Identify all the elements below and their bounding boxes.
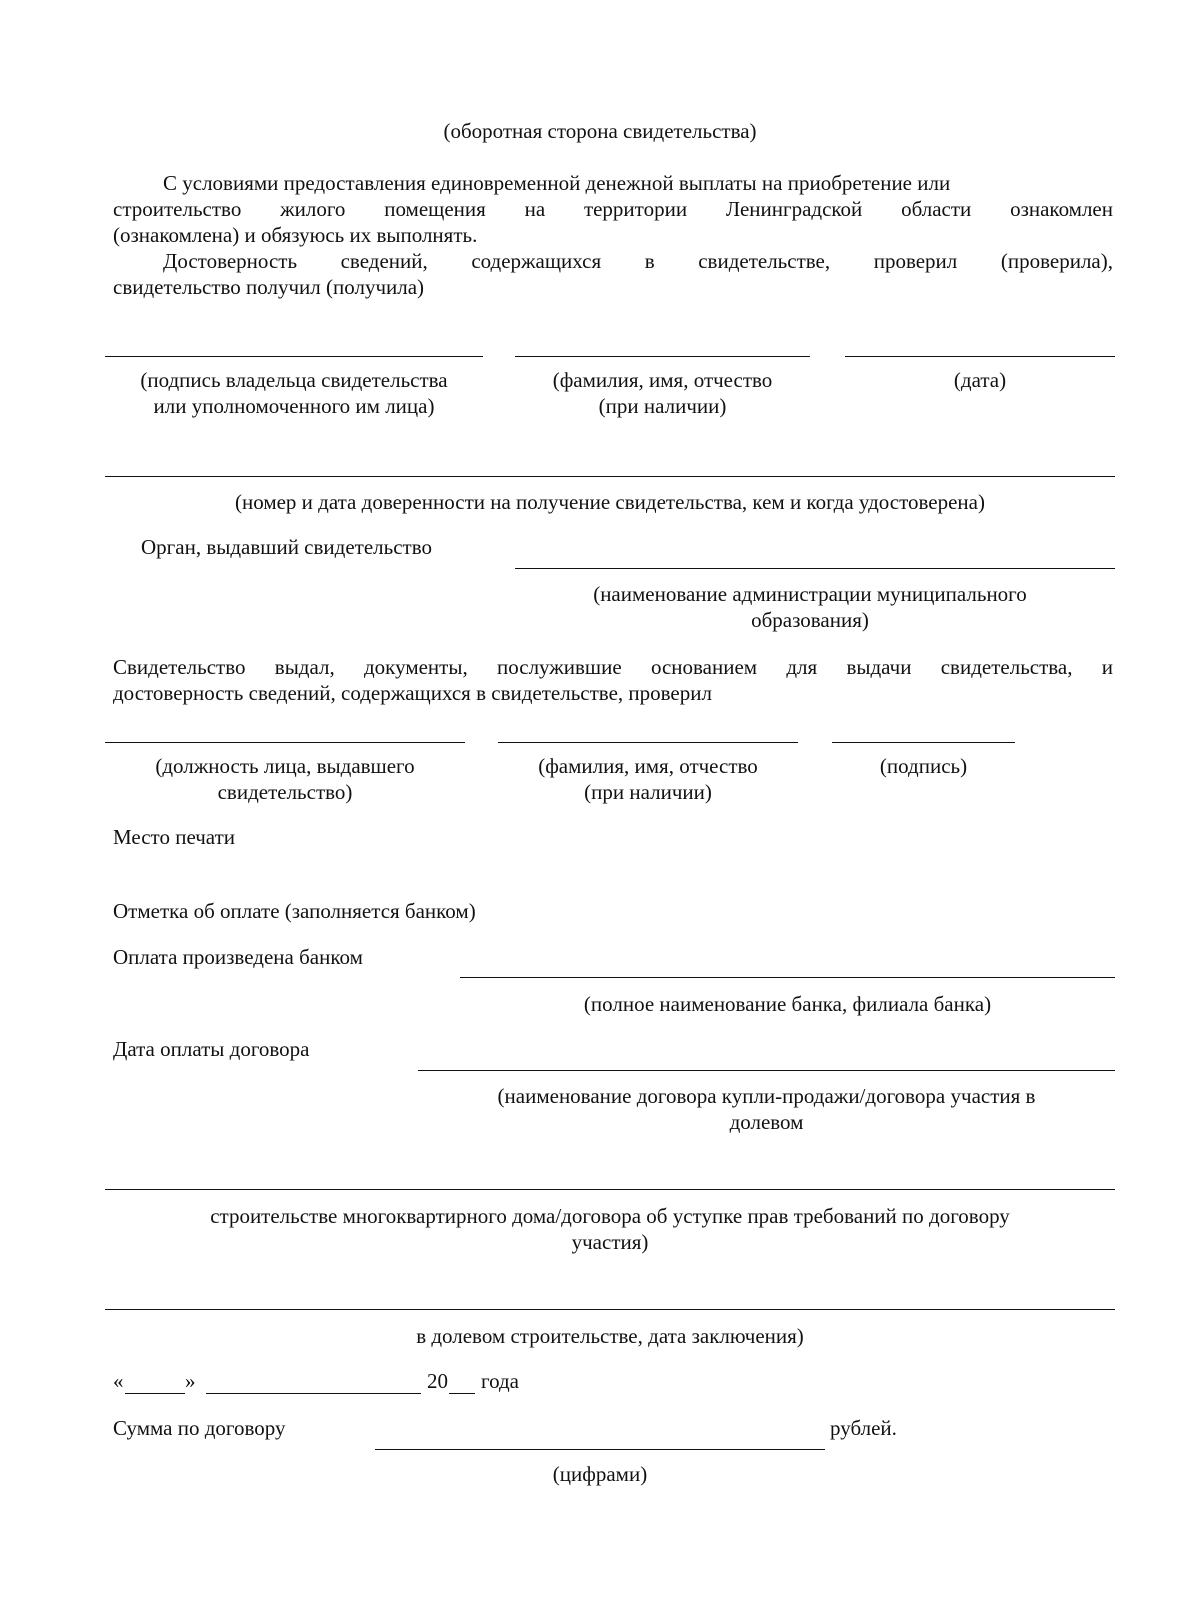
issuing-body-label: Орган, выдавший свидетельство [141,535,432,559]
date-year-suffix: года [481,1369,519,1393]
issuer-fio-caption-l2: (при наличии) [584,780,712,804]
issuing-body-line[interactable] [515,568,1115,569]
bank-label: Оплата произведена банком [113,945,363,969]
intro-p2-line2: свидетельство получил (получила) [113,275,425,299]
owner-fio-caption-l1: (фамилия, имя, отчество [552,368,773,392]
payment-mark-label: Отметка об оплате (заполняется банком) [113,899,476,923]
contract-sum-caption: (цифрами) [552,1462,648,1486]
contract-caption-l2: долевом [729,1110,804,1134]
issuer-fio-line[interactable] [498,742,798,743]
receive-date-caption: (дата) [953,368,1007,392]
contract-line-3[interactable] [105,1309,1115,1310]
contract-sum-unit: рублей. [830,1416,897,1440]
intro-p1-line3: (ознакомлена) и обязуюсь их выполнять. [113,223,478,247]
issuing-body-caption-l2: образования) [751,608,869,632]
contract-sum-label: Сумма по договору [113,1416,286,1440]
owner-signature-caption-l1: (подпись владельца свидетельства [140,368,448,392]
issuer-signature-caption: (подпись) [879,754,968,778]
power-of-attorney-line[interactable] [105,476,1115,477]
contract-caption-l3: строительстве многоквартирного дома/договора об уступке прав требований по договору [210,1204,1010,1228]
intro-p2-line1: Достоверность сведений, содержащихся в свидетельстве, проверил (проверила), [163,249,1113,273]
issued-by-line2: достоверность сведений, содержащихся в свидетельстве, проверил [113,681,712,705]
contract-sum-line[interactable] [375,1449,825,1450]
payment-date-label: Дата оплаты договора [113,1037,310,1061]
date-year-prefix: 20 [427,1369,448,1393]
issuer-signature-line[interactable] [832,742,1015,743]
date-open-quote: « [113,1369,124,1393]
owner-fio-line[interactable] [515,356,810,357]
issued-by-line1: Свидетельство выдал, документы, послужившие основанием для выдачи свидетельства, и [113,655,1113,679]
date-year-line[interactable] [449,1393,475,1394]
date-day-line[interactable] [125,1393,185,1394]
issuer-position-line[interactable] [105,742,465,743]
bank-name-line[interactable] [460,977,1115,978]
issuer-position-caption-l1: (должность лица, выдавшего [155,754,415,778]
issuer-position-caption-l2: свидетельство) [217,780,353,804]
issuer-fio-caption-l1: (фамилия, имя, отчество [538,754,758,778]
date-month-line[interactable] [206,1393,421,1394]
page-heading: (оборотная сторона свидетельства) [443,119,757,143]
contract-caption-l1: (наименование договора купли-продажи/договора участия в [497,1084,1036,1108]
power-of-attorney-caption: (номер и дата доверенности на получение свидетельства, кем и когда удостоверена) [234,490,985,514]
date-close-quote: » [185,1369,196,1393]
contract-line-2[interactable] [105,1189,1115,1190]
bank-name-caption: (полное наименование банка, филиала банка) [583,992,992,1016]
owner-signature-caption-l2: или уполномоченного им лица) [153,394,435,418]
receive-date-line[interactable] [845,356,1115,357]
intro-p1-line2: строительство жилого помещения на территории Ленинградской области ознакомлен [113,197,1113,221]
contract-caption-l4: участия) [571,1230,649,1254]
intro-p1-line1: С условиями предоставления единовременной денежной выплаты на приобретение или [163,171,951,195]
issuing-body-caption-l1: (наименование администрации муниципального [593,582,1027,606]
contract-line[interactable] [418,1070,1115,1071]
owner-signature-line[interactable] [105,356,483,357]
stamp-place-label: Место печати [113,825,236,849]
owner-fio-caption-l2: (при наличии) [598,394,727,418]
contract-caption-l5: в долевом строительстве, дата заключения) [416,1324,804,1348]
